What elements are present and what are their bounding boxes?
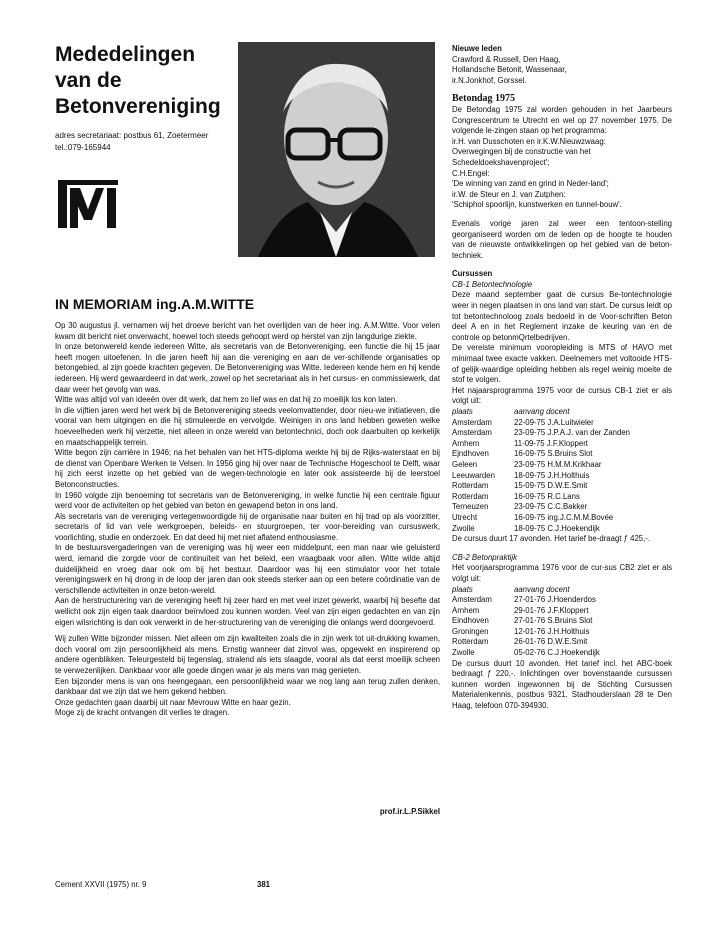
memoriam-body	[55, 321, 440, 719]
cb2-text: Het voorjaarsprogramma 1976 voor de cur-sus CB2 ziet er als volgt uit:	[452, 563, 672, 583]
table-row	[452, 637, 600, 648]
address-line: adres secretariaat: postbus 61, Zoetermeer	[55, 131, 209, 140]
table-cell: 27-01-76 S.Bruins Slot	[514, 616, 593, 626]
table-cell: 18-09-75 C.J.Hoekendijk	[514, 523, 600, 533]
table-header-row	[452, 407, 630, 418]
betondag-heading: Betondag 1975	[452, 93, 516, 105]
memoriam-closing-paragraph: Een bijzonder mens is van ons heengegaan, een persoonlijkheid waar we nog lang aan terug zullen denken, dankbaar dat we zijn dat we hem gekend hebben.	[55, 676, 440, 697]
table-cell: 29-01-76 J.F.Kloppert	[514, 605, 589, 615]
exhibition-text: Evenals vorige jaren zal weer een tentoon-stelling georganiseerd worden om de leden op de hoogte te houden van de nieuwste ontwikkelingen op het gebied van de beton-techniek.	[452, 218, 672, 260]
betondag-line: C.H.Engel:	[452, 168, 490, 178]
table-cell: 16-09-75 R.C.Lans	[514, 491, 580, 501]
table-cell: 11-09-75 J.F.Kloppert	[514, 438, 588, 448]
table-row	[452, 418, 630, 429]
phone-line: tel.:079-165944	[55, 143, 111, 152]
table-cell: 12-01-76 J.H.Holthuis	[514, 626, 590, 636]
memoriam-paragraph: Witte begon zijn carrière in 1946; na het behalen van het HTS-diploma werkte hij bij de Rijks-waterstaat en bij de dienst van Openbare Werken te Velsen. In 1956 ging hij over naar de Technische Hogeschool te Delft, waar hij zich eerst inzette op het gebied van de wegen-technologie en later ook assisteerde bij de leerstoel Betonconstructies.	[55, 448, 440, 489]
table-row	[452, 513, 630, 524]
table-cell: Amsterdam	[452, 595, 492, 605]
new-members-heading: Nieuwe leden	[452, 44, 502, 53]
table-row	[452, 471, 630, 482]
memoriam-paragraph: Witte was altijd vol van ideeën over dit werk, dat hem zo lief was en dat hij zo moeilijk los kon laten.	[55, 395, 398, 405]
table-cell: Rotterdam	[452, 481, 489, 491]
memoriam-paragraph: In 1960 volgde zijn benoeming tot secretaris van de Betonvereniging, in welke functie hij een centrale figuur werd voor de activiteiten op het gebied van beton en gewapend beton in ons land.	[55, 490, 440, 511]
courses-heading: Cursussen	[452, 269, 493, 279]
betondag-line: 'De winning van zand en grind in Neder-land';	[452, 179, 609, 189]
table-cell: 05-02-76 C.J.Hoekendijk	[514, 648, 600, 658]
table-row	[452, 428, 630, 439]
table-row	[452, 502, 630, 513]
table-cell: Rotterdam	[452, 491, 489, 501]
table-cell: Zwolle	[452, 523, 475, 533]
table-header-row	[452, 585, 600, 596]
betondag-line: 'Schiphol spoorlijn, kunstwerken en tunnel-bouw'.	[452, 200, 622, 210]
new-member-line: Crawford & Russell, Den Haag,	[452, 54, 561, 64]
table-cell: Terneuzen	[452, 502, 489, 512]
table-row	[452, 595, 600, 606]
table-cell: Amsterdam	[452, 417, 492, 427]
memoriam-title: IN MEMORIAM ing.A.M.WITTE	[55, 296, 255, 312]
table-row	[452, 439, 630, 450]
new-member-line: Hollandsche Betonit, Wassenaar,	[452, 65, 567, 75]
table-row	[452, 616, 600, 627]
cb1-heading: CB-1 Betontechnologie	[452, 279, 533, 289]
memoriam-closing-paragraph: Moge zij de kracht ontvangen dit verlies te dragen.	[55, 708, 230, 718]
table-cell: Groningen	[452, 626, 489, 636]
table-cell: Utrecht	[452, 512, 478, 522]
table-cell: 18-09-75 J.H.Holthuis	[514, 470, 590, 480]
table-cell: Zwolle	[452, 648, 475, 658]
table-cell: Arnhem	[452, 605, 480, 615]
portrait-photo-icon	[238, 42, 435, 257]
masthead-line-3: Betonvereniging	[55, 95, 221, 118]
cb1-tail: De cursus duurt 17 avonden. Het tarief be-draagt ƒ 425,-.	[452, 534, 651, 544]
betondag-line: ir.W. de Steur en J. van Zutphen:	[452, 189, 566, 199]
memoriam-closing-paragraph: Onze gedachten gaan daarbij uit naar Mevrouw Witte en haar gezin.	[55, 697, 291, 707]
table-row	[452, 492, 630, 503]
memoriam-paragraph: In die vijftien jaren werd het werk bij de Betonvereniging steeds veelomvattender, door nieu-we initiatieven, die vooral van hem uitgingen en die hij stimuleerde en vervolgde. Weinigen in ons land hebben geweten welke hoeveelheden werk hij verzette, niet alleen in onze wereld van betontechnici, doch ook daarbuiten op kerkelijk en maatschappelijk terrein.	[55, 405, 440, 447]
table-cell: Arnhem	[452, 438, 480, 448]
table-row	[452, 449, 630, 460]
cb2-schedule-table	[452, 585, 600, 659]
memoriam-closing-paragraph: Wij zullen Witte bijzonder missen. Niet alleen om zijn kwaliteiten zoals die in zijn werk tot uit-drukking kwamen, doch vooral om zijn persoonlijkheid als mens. Ernstig wanneer dat zinvol was, opgewekt en inspirerend op andere ogenblikken. Teleurgesteld bij tegenslag, stralend als iets slaagde, vooral als dat eerst moeilijk scheen te verwezenlijken. Dankbaar voor alle goede dingen waar je als mens van mag genieten.	[55, 634, 440, 675]
betondag-line: Overwegingen bij de constructie van het Schedeldoekshavenproject';	[452, 147, 591, 167]
right-column	[452, 44, 672, 712]
table-cell: 26-01-76 D.W.E.Smit	[514, 637, 588, 647]
masthead-line-1: Mededelingen	[55, 43, 196, 66]
col-date-header: aanvang docent	[514, 584, 570, 594]
table-row	[452, 627, 600, 638]
table-cell: Geleen	[452, 459, 478, 469]
table-cell: 23-09-75 H.M.M.Krikhaar	[514, 459, 602, 469]
betondag-line: ir.H. van Dusschoten en ir.K.W.Nieuwzwaag:	[452, 136, 606, 146]
memoriam-paragraph: Op 30 augustus jl. vernamen wij het droeve bericht van het overlijden van de heer ing. A.M.Witte. Voor velen kwam dit bericht niet onverwacht, hoewel toch steeds gehoopt werd op herstel van zijn langdurige ziekte.	[55, 321, 440, 341]
cb2-heading: CB-2 Betonpraktijk	[452, 552, 518, 562]
table-cell: Leeuwarden	[452, 470, 495, 480]
cb1-text: Deze maand september gaat de cursus Be-tontechnologie weer in negen plaatsen in ons land van start. De cursus leidt op tot betontechnoloog zoals bedoeld in de Voor-schriften Beton deel A en in het Reglement inzake de keuring van en de controle op betonmQrtelbedrijven.	[452, 290, 672, 342]
new-member-line: ir.N.Jonkhof, Gorssel.	[452, 75, 527, 85]
table-cell: 15-09-75 D.W.E.Smit	[514, 481, 588, 491]
cb2-tail: De cursus duurt 10 avonden. Het tarief incl. het ABC-boek bedraagt ƒ 220,-. Inlichtingen over bovenstaande cursussen kunnen worden ingewonnen bij de Stichting Cursussen Materialenkennis, postbus 9321, Stadhouderslaan 28 te Den Haag, telefoon 070-394930.	[452, 658, 672, 711]
table-row	[452, 606, 600, 617]
memoriam-paragraph: Aan de herstructurering van de vereniging heeft hij zeer hard en met veel inzet gewerkt, waarbij hij besefte dat wellicht ook zijn eigen taak daardoor beïnvloed zou kunnen worden. Veel van zijn eigen gedachten en van zijn eigen wilsrichting is dan ook verwerkt in de her-structurering van de vereniging die onlangs werd doorgevoerd.	[55, 596, 440, 627]
memoriam-paragraph: In onze betonwereld kende iedereen Witte, als secretaris van de Betonvereniging, een functie die hij 15 jaar heeft mogen uitoefenen. In die jaren heeft hij aan die vereniging en aan de ver-schillende organisaties op betongebied, al zijn goede krachten gegeven. De Betonvereniging was Witte. Iedereen kende hem en hij kende iedereen. Hij werd gewaardeerd in dat werk, zowel op het secretariaat als in het cursus- en commissiewerk, dat daar weer het gevolg van was.	[55, 342, 440, 394]
table-cell: 23-09-75 C.C.Bakker	[514, 502, 588, 512]
masthead-line-2: van de	[55, 69, 122, 92]
table-row	[452, 524, 630, 535]
col-place-header: plaats	[452, 407, 473, 416]
address-block	[55, 130, 208, 154]
col-date-header: aanvang docent	[514, 407, 570, 416]
table-row	[452, 648, 600, 659]
table-row	[452, 481, 630, 492]
masthead-title	[55, 42, 221, 120]
memoriam-signature: prof.ir.L.P.Sikkel	[379, 807, 440, 816]
table-cell: 27-01-76 J.Hoenderdos	[514, 595, 596, 605]
table-cell: Ejndhoven	[452, 449, 489, 459]
betondag-text: De Betondag 1975 zal worden gehouden in het Jaarbeurs Congrescentrum te Utrecht en wel op 27 november 1975. De volgende le-zingen staan op het programma:	[452, 104, 672, 136]
table-cell: 22-09-75 J.A.Luitwieler	[514, 417, 594, 427]
cb1-text-3: Het najaarsprogramma 1975 voor de cursus CB-1 ziet er als volgt uit:	[452, 385, 672, 406]
table-row	[452, 460, 630, 471]
footer-citation: Cement XXVII (1975) nr. 9	[55, 880, 147, 889]
cb1-schedule-table	[452, 407, 630, 534]
table-cell: 16-09-75 S.Bruins Slot	[514, 449, 593, 459]
betonvereniging-logo-icon	[58, 180, 118, 228]
table-cell: 23-09-75 J.P.A.J. van der Zanden	[514, 428, 631, 438]
col-place-header: plaats	[452, 584, 473, 594]
table-cell: Rotterdam	[452, 637, 489, 647]
memoriam-paragraph: In de bestuursvergaderingen van de vereniging was hij weer een middelpunt, een man naar wie geluisterd werd, iemand die zorgde voor de continuïteit van het beleid, een vraagbaak voor allen. Witte wilde altijd duidelijkheid en vroeg daar ook om bij het bestuur. Daardoor was hij een stimulator voor het totale verenigingswerk en hij drong in de loop der jaren dan ook steeds sterker aan op een betere coördinatie van de verschillende activiteiten in onze beton-wereld.	[55, 543, 440, 595]
table-cell: Eindhoven	[452, 616, 489, 626]
memoriam-paragraph: Als secretaris van de vereniging vertegenwoordigde hij de organisatie naar buiten en hij trad op als voorzitter, secretaris of lid van vele werkgroepen, beleids- en stuurgroepen, ter voor-bereiding van cursuswerk, voorlichting, studie en onderzoek. En dat deed hij met niet aflatend enthousiasme.	[55, 511, 440, 542]
page-number: 381	[257, 880, 271, 889]
table-cell: 16-09-75 ing.J.C.M.M.Bovée	[514, 512, 614, 522]
cb1-text-2: De vereiste minimum vooropleiding is MTS of HAVO met minimaal twee exacte vakken. Deelnemers met voltooide HTS- of gelijk-waardige opleiding hebben als regel weinig moeite de stof te volgen.	[452, 343, 672, 385]
table-cell: Amsterdam	[452, 428, 492, 438]
